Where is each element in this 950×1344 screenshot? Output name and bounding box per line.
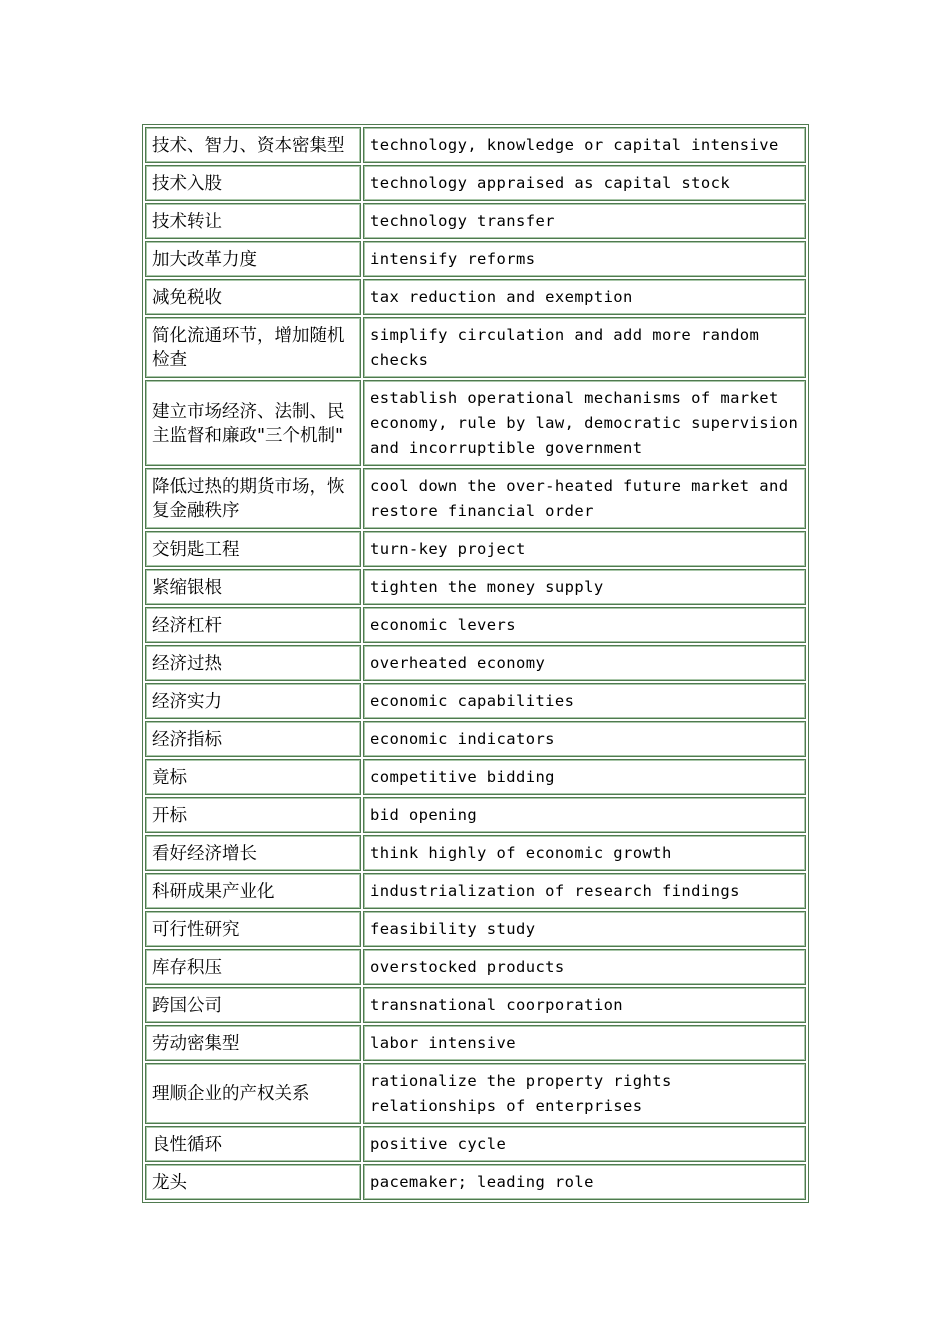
english-translation: rationalize the property rights relationships of enterprises	[363, 1063, 806, 1124]
chinese-term: 库存积压	[145, 949, 361, 985]
english-translation: positive cycle	[363, 1126, 806, 1162]
chinese-term: 技术入股	[145, 165, 361, 201]
english-translation: turn-key project	[363, 531, 806, 567]
chinese-term: 建立市场经济、法制、民主监督和廉政"三个机制"	[145, 380, 361, 466]
chinese-term: 开标	[145, 797, 361, 833]
english-translation: pacemaker; leading role	[363, 1164, 806, 1200]
english-translation: economic levers	[363, 607, 806, 643]
table-row	[145, 317, 806, 378]
chinese-term: 跨国公司	[145, 987, 361, 1023]
table-row	[145, 987, 806, 1023]
english-translation: feasibility study	[363, 911, 806, 947]
chinese-term: 降低过热的期货市场，恢复金融秩序	[145, 468, 361, 529]
chinese-term: 减免税收	[145, 279, 361, 315]
table-row	[145, 279, 806, 315]
english-translation: industrialization of research findings	[363, 873, 806, 909]
english-translation: labor intensive	[363, 1025, 806, 1061]
table-row	[145, 203, 806, 239]
table-row	[145, 835, 806, 871]
english-translation: overstocked products	[363, 949, 806, 985]
glossary-table	[142, 124, 809, 1203]
english-translation: technology transfer	[363, 203, 806, 239]
english-translation: establish operational mechanisms of market economy, rule by law, democratic supervision and incorruptible government	[363, 380, 806, 466]
table-row	[145, 569, 806, 605]
table-row	[145, 1126, 806, 1162]
english-translation: technology appraised as capital stock	[363, 165, 806, 201]
chinese-term: 经济杠杆	[145, 607, 361, 643]
table-row	[145, 607, 806, 643]
english-translation: bid opening	[363, 797, 806, 833]
chinese-term: 科研成果产业化	[145, 873, 361, 909]
chinese-term: 技术转让	[145, 203, 361, 239]
chinese-term: 紧缩银根	[145, 569, 361, 605]
chinese-term: 劳动密集型	[145, 1025, 361, 1061]
english-translation: transnational coorporation	[363, 987, 806, 1023]
english-translation: cool down the over-heated future market and restore financial order	[363, 468, 806, 529]
english-translation: think highly of economic growth	[363, 835, 806, 871]
english-translation: overheated economy	[363, 645, 806, 681]
table-row	[145, 241, 806, 277]
chinese-term: 技术、智力、资本密集型	[145, 127, 361, 163]
english-translation: competitive bidding	[363, 759, 806, 795]
glossary-body	[145, 127, 806, 1200]
table-row	[145, 531, 806, 567]
table-row	[145, 949, 806, 985]
chinese-term: 可行性研究	[145, 911, 361, 947]
table-row	[145, 873, 806, 909]
english-translation: tax reduction and exemption	[363, 279, 806, 315]
table-row	[145, 380, 806, 466]
table-row	[145, 721, 806, 757]
table-row	[145, 165, 806, 201]
table-row	[145, 468, 806, 529]
table-row	[145, 759, 806, 795]
chinese-term: 加大改革力度	[145, 241, 361, 277]
chinese-term: 交钥匙工程	[145, 531, 361, 567]
table-row	[145, 1164, 806, 1200]
chinese-term: 经济过热	[145, 645, 361, 681]
chinese-term: 经济指标	[145, 721, 361, 757]
table-row	[145, 1025, 806, 1061]
table-row	[145, 127, 806, 163]
table-row	[145, 797, 806, 833]
table-row	[145, 645, 806, 681]
table-row	[145, 683, 806, 719]
chinese-term: 经济实力	[145, 683, 361, 719]
english-translation: intensify reforms	[363, 241, 806, 277]
chinese-term: 看好经济增长	[145, 835, 361, 871]
chinese-term: 简化流通环节，增加随机检查	[145, 317, 361, 378]
table-row	[145, 911, 806, 947]
english-translation: simplify circulation and add more random checks	[363, 317, 806, 378]
english-translation: technology, knowledge or capital intensive	[363, 127, 806, 163]
chinese-term: 龙头	[145, 1164, 361, 1200]
chinese-term: 理顺企业的产权关系	[145, 1063, 361, 1124]
english-translation: economic capabilities	[363, 683, 806, 719]
chinese-term: 良性循环	[145, 1126, 361, 1162]
chinese-term: 竟标	[145, 759, 361, 795]
table-row	[145, 1063, 806, 1124]
english-translation: economic indicators	[363, 721, 806, 757]
english-translation: tighten the money supply	[363, 569, 806, 605]
